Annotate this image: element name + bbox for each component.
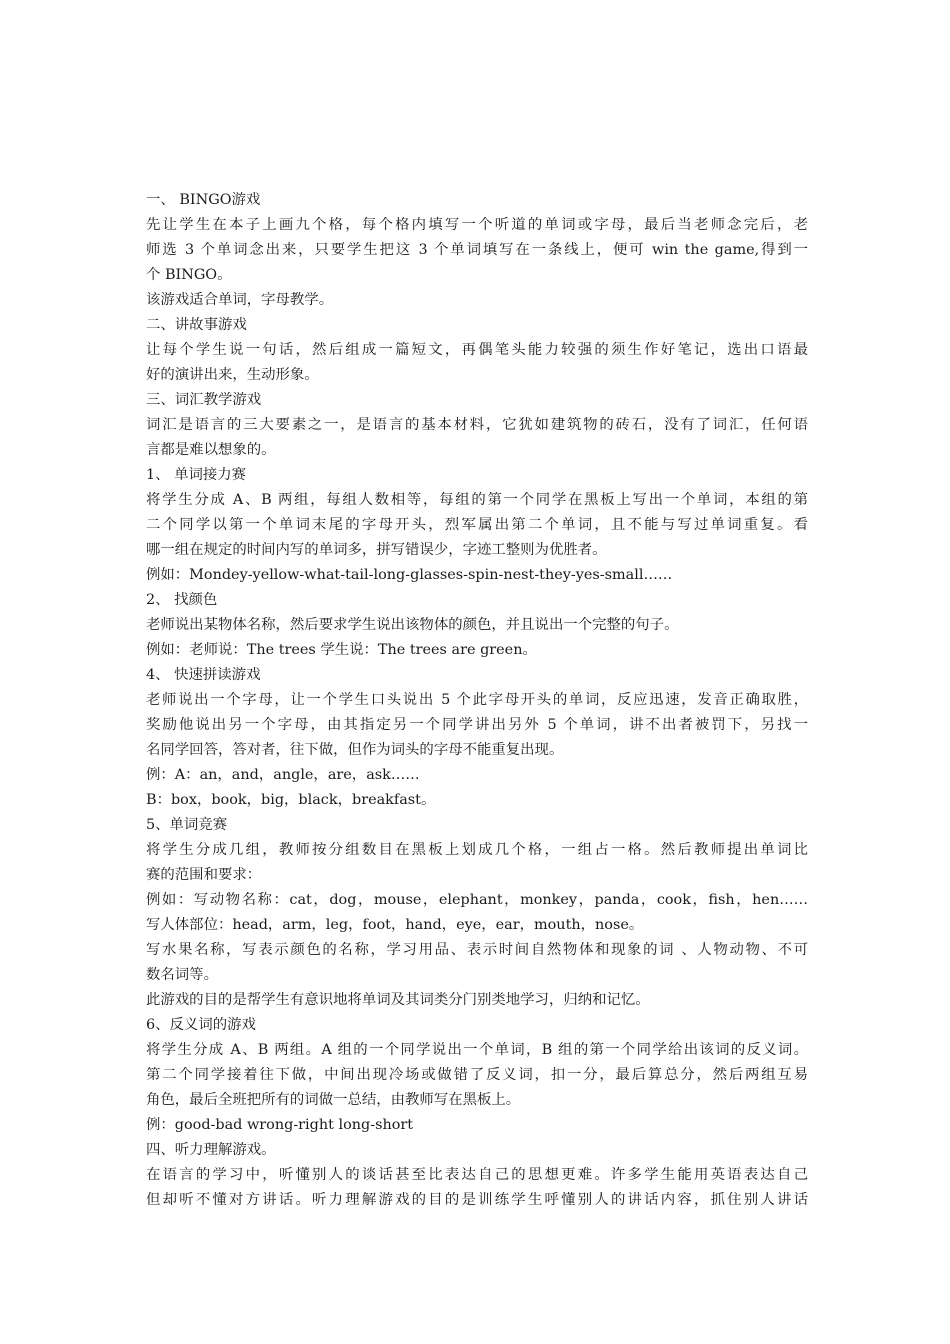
text-line: 此游戏的目的是帮学生有意识地将单词及其词类分门别类地学习，归纳和记忆。 bbox=[146, 992, 650, 1008]
text-line: 但却听不懂对方讲话。听力理解游戏的目的是训练学生呼懂别人的讲话内容，抓住别人讲话 bbox=[146, 1192, 808, 1208]
text-line: 二个同学以第一个单词末尾的字母开头，烈军属出第二个单词，且不能与写过单词重复。看 bbox=[146, 517, 808, 533]
text-line: 角色，最后全班把所有的词做一总结，由教师写在黑板上。 bbox=[146, 1092, 521, 1108]
text-line: 例如：写动物名称：cat，dog，mouse，elephant，monkey，panda，cook，fish，hen…… bbox=[146, 892, 808, 908]
text-line: 先让学生在本子上画九个格，每个格内填写一个听道的单词或字母，最后当老师念完后，老 bbox=[146, 217, 808, 233]
text-line: 6、反义词的游戏 bbox=[146, 1017, 256, 1033]
text-line: 让每个学生说一句话，然后组成一篇短文，再偶笔头能力较强的须生作好笔记，选出口语最 bbox=[146, 342, 808, 358]
text-line: 2、 找颜色 bbox=[146, 592, 218, 608]
text-line: 例：good-bad wrong-right long-short bbox=[146, 1117, 414, 1133]
text-line: 在语言的学习中，听懂别人的谈话甚至比表达自己的思想更难。许多学生能用英语表达自己 bbox=[146, 1167, 808, 1183]
text-line: 奖励他说出另一个字母，由其指定另一个同学讲出另外 5 个单词，讲不出者被罚下，另找一 bbox=[146, 717, 808, 733]
text-line: 写人体部位：head，arm，leg，foot，hand，eye，ear，mouth，nose。 bbox=[146, 917, 644, 933]
text-line: B：box，book，big，black，breakfast。 bbox=[146, 792, 436, 808]
text-line: 例如：老师说：The trees 学生说：The trees are green。 bbox=[146, 642, 537, 658]
text-line: 个 BINGO。 bbox=[146, 267, 232, 283]
text-line: 赛的范围和要求： bbox=[146, 867, 262, 883]
text-line: 二、讲故事游戏 bbox=[146, 317, 247, 333]
text-line: 将学生分成 A、B 两组。A 组的一个同学说出一个单词，B 组的第一个同学给出该词的反义词。 bbox=[146, 1042, 808, 1058]
text-line: 4、 快速拼读游戏 bbox=[146, 667, 261, 683]
text-line: 师选 3 个单词念出来，只要学生把这 3 个单词填写在一条线上，便可 win the game,得到一 bbox=[146, 242, 808, 258]
text-line: 词汇是语言的三大要素之一，是语言的基本材料，它犹如建筑物的砖石，没有了词汇，任何语 bbox=[146, 417, 808, 433]
text-line: 例如：Mondey-yellow-what-tail-long-glasses-spin-nest-they-yes-small…… bbox=[146, 567, 673, 583]
text-line: 哪一组在规定的时间内写的单词多，拼写错误少，字迹工整则为优胜者。 bbox=[146, 542, 607, 558]
text-line: 1、 单词接力赛 bbox=[146, 467, 247, 483]
text-line: 好的演讲出来，生动形象。 bbox=[146, 367, 319, 383]
text-line: 5、单词竞赛 bbox=[146, 817, 228, 833]
document-body bbox=[146, 188, 808, 1213]
text-line: 四、听力理解游戏。 bbox=[146, 1142, 276, 1158]
text-line: 数名词等。 bbox=[146, 967, 218, 983]
text-line: 三、词汇教学游戏 bbox=[146, 392, 262, 408]
text-line: 写水果名称，写表示颜色的名称，学习用品、表示时间自然物体和现象的词 、人物动物、不可 bbox=[146, 942, 808, 958]
text-line: 例：A：an，and，angle，are，ask…… bbox=[146, 767, 420, 783]
text-line: 一、 BINGO游戏 bbox=[146, 192, 261, 208]
text-line: 该游戏适合单词，字母教学。 bbox=[146, 292, 334, 308]
text-line: 老师说出一个字母，让一个学生口头说出 5 个此字母开头的单词，反应迅速，发音正确取胜， bbox=[146, 692, 808, 708]
text-line: 名同学回答，答对者，往下做，但作为词头的字母不能重复出现。 bbox=[146, 742, 564, 758]
text-line: 言都是难以想象的。 bbox=[146, 442, 276, 458]
text-line: 将学生分成 A、B 两组，每组人数相等，每组的第一个同学在黑板上写出一个单词，本组的第 bbox=[146, 492, 808, 508]
text-line: 老师说出某物体名称，然后要求学生说出该物体的颜色，并且说出一个完整的句子。 bbox=[146, 617, 679, 633]
text-line: 将学生分成几组，教师按分组数目在黑板上划成几个格，一组占一格。然后教师提出单词比 bbox=[146, 842, 808, 858]
text-line: 第二个同学接着往下做，中间出现冷场或做错了反义词，扣一分，最后算总分，然后两组互易 bbox=[146, 1067, 808, 1083]
